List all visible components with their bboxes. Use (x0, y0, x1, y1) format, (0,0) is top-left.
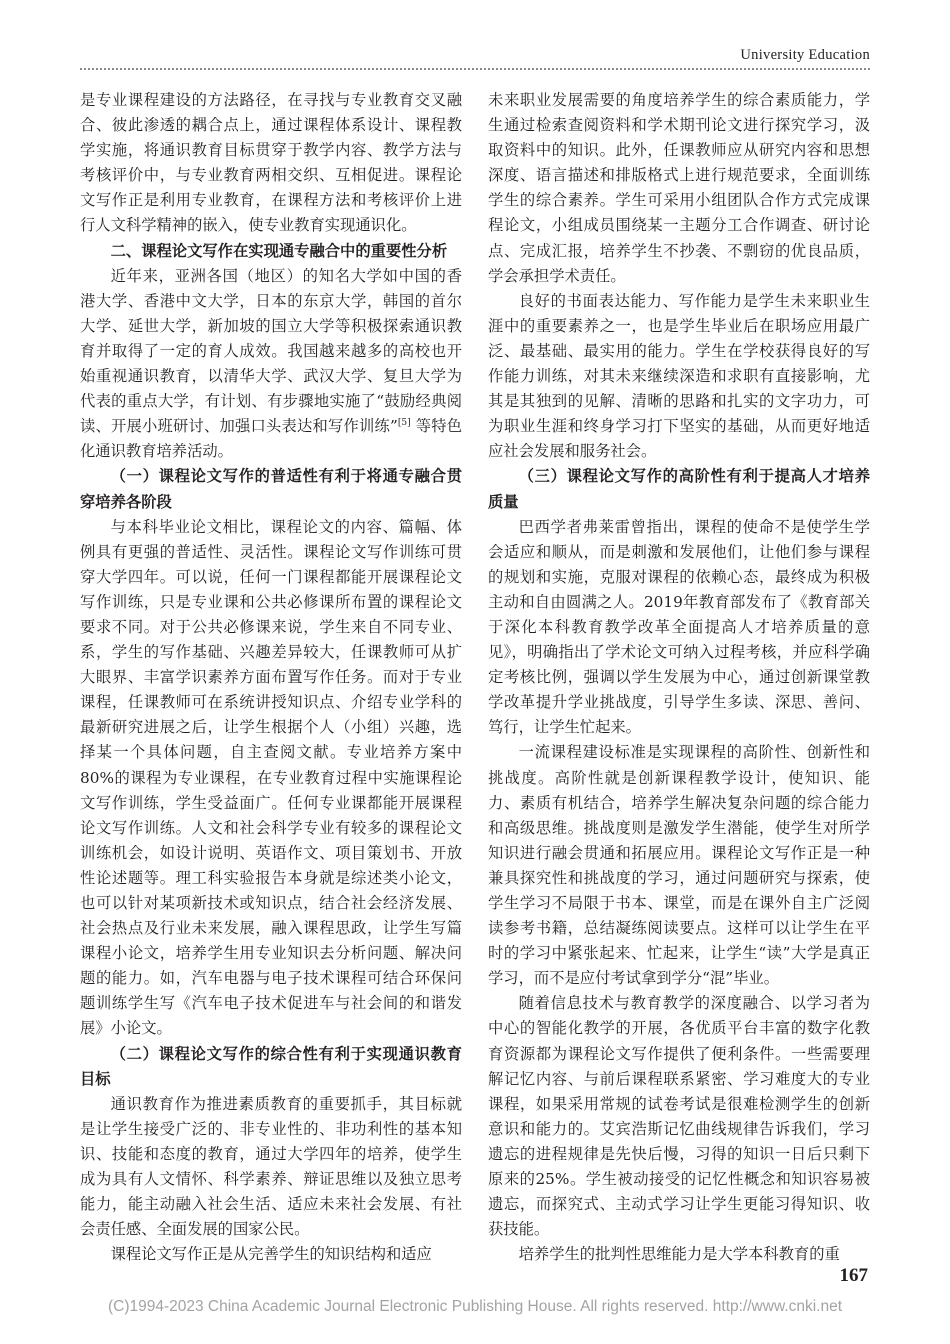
copyright-footer: (C)1994-2023 China Academic Journal Electronic Publishing House. All rights reserved. http://www.cnki.net (107, 1298, 843, 1315)
paragraph (80, 264, 462, 465)
paragraph: 未来职业发展需要的角度培养学生的综合素质能力，学生通过检索查阅资料和学术期刊论文进行探究学习，汲取资料中的知识。此外，任课教师应从研究内容和思想深度、语言描述和排版格式上进行规范要求，全面训练学生的综合素养。学生可采用小组团队合作方式完成课程论文，小组成员围绕某一主题分工合作调查、研讨论点、完成汇报，培养学生不抄袭、不剽窃的优良品质，学会承担学术责任。 (488, 91, 870, 285)
header-dotted-rule (80, 68, 870, 70)
paragraph: 随着信息技术与教育教学的深度融合、以学习者为中心的智能化教学的开展，各优质平台丰富的数字化教育资源都为课程论文写作提供了便利条件。一些需要理解记忆内容、与前后课程联系紧密、学习难度大的专业课程，如果采用常规的试卷考试是很难检测学生的创新意识和能力的。艾宾浩斯记忆曲线规律告诉我们，学习遗忘的进程规律是先快后慢，习得的知识一日后只剩下原来的25%。学生被动接受的记忆性概念和知识容易被遗忘，而探究式、主动式学习让学生更能习得知识、收获技能。 (488, 994, 870, 1239)
paragraph-text: 近年来，亚洲各国（地区）的知名大学如中国的香港大学、香港中文大学，日本的东京大学，韩国的首尔大学、延世大学，新加坡的国立大学等积极探索通识教育并取得了一定的育人成效。我国越来越多的高校也开始重视通识教育，以清华大学、武汉大学、复旦大学为代表的重点大学，有计划、有步骤地实施了“鼓励经典阅读、开展小班研讨、加强口头表达和写作训练” (80, 266, 462, 436)
subsection-heading: （一）课程论文写作的普适性有利于将通专融合贯穿培养各阶段 (80, 467, 462, 511)
paragraph: 通识教育作为推进素质教育的重要抓手，其目标就是让学生接受广泛的、非专业性的、非功利性的基本知识、技能和态度的教育，通过大学四年的培养，使学生成为具有人文情怀、科学素养、辩证思维以及独立思考能力，能主动融入社会生活、适应未来社会发展、有社会责任感、全面发展的国家公民。 (80, 1094, 462, 1239)
paragraph: 巴西学者弗莱雷曾指出，课程的使命不是使学生学会适应和顺从，而是刺激和发展他们，让他们参与课程的规划和实施，克服对课程的依赖心态，最终成为积极主动和自由圆满之人。2019年教育部发布了《教育部关于深化本科教育教学改革全面提高人才培养质量的意见》，明确指出了学术论文可纳入过程考核，并应科学确定考核比例，强调以学生发展为中心，通过创新课堂教学改革提升学业挑战度，引导学生多读、深思、善问、笃行，让学生忙起来。 (488, 517, 870, 737)
paragraph: 是专业课程建设的方法路径，在寻找与专业教育交叉融合、彼此渗透的耦合点上，通过课程体系设计、课程教学实施，将通识教育目标贯穿于教学内容、教学方法与考核评价中，与专业教育两相交织、互相促进。课程论文写作正是利用专业教育，在课程方法和考核评价上进行人文科学精神的嵌入，使专业教育实现通识化。 (80, 91, 462, 235)
paragraph: 课程论文写作正是从完善学生的知识结构和适应 (110, 1245, 432, 1264)
section-heading: 二、课程论文写作在实现通专融合中的重要性分析 (110, 241, 448, 260)
subsection-heading: （三）课程论文写作的高阶性有利于提高人才培养质量 (488, 467, 870, 511)
paragraph: 培养学生的批判性思维能力是大学本科教育的重 (518, 1245, 840, 1264)
page-number: 167 (839, 1265, 868, 1286)
paragraph: 一流课程建设标准是实现课程的高阶性、创新性和挑战度。高阶性就是创新课程教学设计，使知识、能力、素质有机结合，培养学生解决复杂问题的综合能力和高级思维。挑战度则是激发学生潜能，使学生对所学知识进行融会贯通和拓展应用。课程论文写作正是一种兼具探究性和挑战度的学习，通过问题研究与探索，使学生学习不局限于书本、课堂，而是在课外自主广泛阅读参考书籍，总结凝练阅读要点。这样可以让学生在平时的学习中紧张起来、忙起来，让学生“读”大学是真正学习，而不是应付考试拿到学分“混”毕业。 (488, 743, 870, 988)
paragraph: 与本科毕业论文相比，课程论文的内容、篇幅、体例具有更强的普适性、灵活性。课程论文写作训练可贯穿大学四年。可以说，任何一门课程都能开展课程论文写作训练，只是专业课和公共必修课所布置的课程论文要求不同。对于公共必修课来说，学生来自不同专业、系，学生的写作基础、兴趣差异较大，任课教师可从扩大眼界、丰富学识素养方面布置写作任务。而对于专业课程，任课教师可在系统讲授知识点、介绍专业学科的最新研究进展之后，让学生根据个人（小组）兴趣，选择某一个具体问题，自主查阅文献。专业培养方案中80%的课程为专业课程，在专业教育过程中实施课程论文写作训练，学生受益面广。任何专业课都能开展课程论文写作训练。人文和社会科学专业有较多的课程论文训练机会，如设计说明、英语作文、项目策划书、开放性论述题等。理工科实验报告本身就是综述类小论文，也可以针对某项新技术或知识点，结合社会经济发展、社会热点及行业未来发展，融入课程思政，让学生写篇课程小论文，培养学生用专业知识去分析问题、解决问题的能力。如，汽车电器与电子技术课程可结合环保问题训练学生写《汽车电子技术促进车与社会间的和谐发展》小论文。 (80, 517, 462, 1038)
left-text-column (80, 88, 462, 1267)
right-text-column (488, 88, 870, 1267)
subsection-heading: （二）课程论文写作的综合性有利于实现通识教育目标 (80, 1044, 462, 1088)
paragraph-text-continued: 等特色化通识教育培养活动。 (80, 417, 462, 461)
citation-marker: [5] (397, 418, 411, 429)
journal-header-title: University Education (740, 47, 870, 63)
paragraph: 良好的书面表达能力、写作能力是学生未来职业生涯中的重要素养之一，也是学生毕业后在职场应用最广泛、最基础、最实用的能力。学生在学校获得良好的写作能力训练，对其未来继续深造和求职有直接影响，尤其是其独到的见解、清晰的思路和扎实的文字功力，可为职业生涯和终身学习打下坚实的基础，从而更好地适应社会发展和服务社会。 (488, 291, 870, 461)
